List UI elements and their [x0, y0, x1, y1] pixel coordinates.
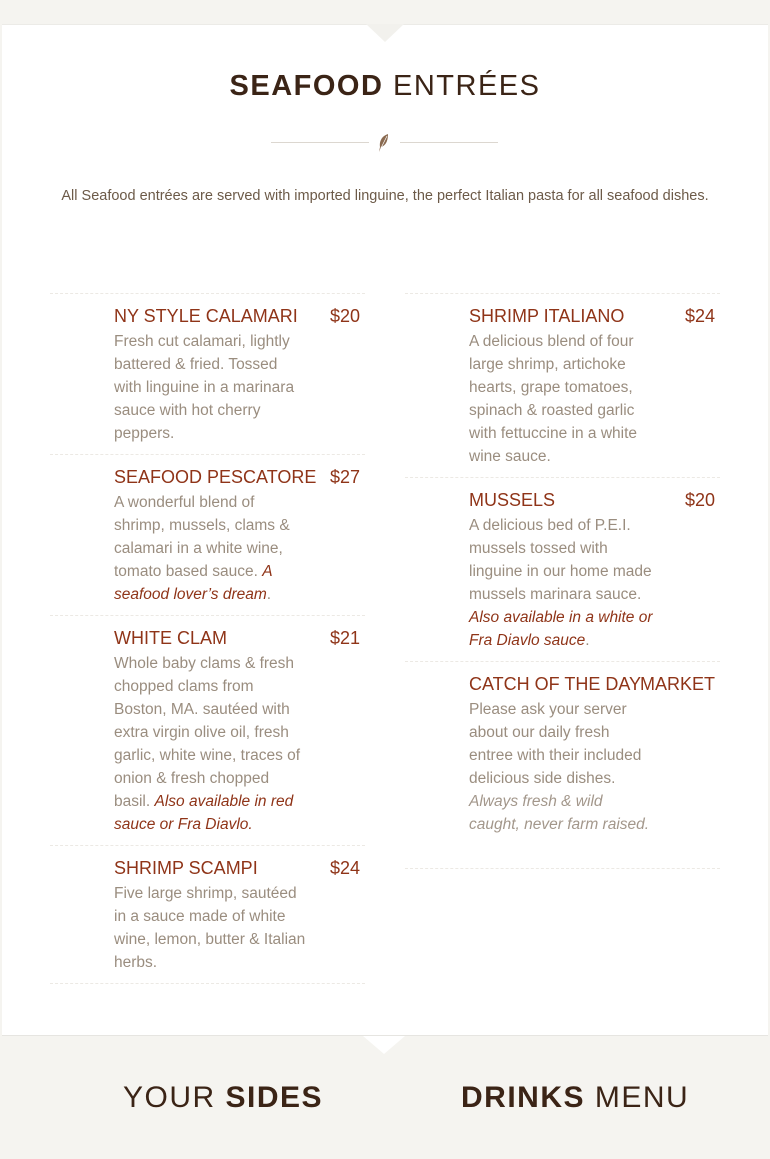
menu-item-price: $20 [684, 490, 715, 510]
menu-item-description: A wonderful blend of shrimp, mussels, clams & calamari in a white wine, tomato based sauce. A seafood lover’s dream. [114, 494, 290, 603]
menu-item [405, 293, 720, 477]
section-title-rest: ENTRÉES [383, 70, 541, 102]
menu-item-description: A delicious blend of four large shrimp, artichoke hearts, grape tomatoes, spinach & roasted garlic with fettuccine in a white wine sauce. [469, 333, 638, 465]
menu-item-note: Also available in red sauce or Fra Diavlo. [114, 793, 294, 833]
menu-item-name: WHITE CLAM [114, 628, 228, 648]
menu-item-name: NY STYLE CALAMARI [114, 306, 298, 326]
menu-item-price: $24 [329, 858, 360, 878]
menu-item-description: Five large shrimp, sautéed in a sauce made of white wine, lemon, butter & Italian herbs. [114, 885, 306, 971]
menu-item [50, 615, 365, 845]
menu-item-description: Fresh cut calamari, lightly battered & fried. Tossed with linguine in a marinara sauce with hot cherry peppers. [114, 333, 295, 442]
menu-item-note: A seafood lover’s dream [114, 563, 272, 603]
drinks-menu-link[interactable]: DRINKS MENU [461, 1081, 690, 1114]
top-notch [366, 24, 404, 42]
section-title-bold: SEAFOOD [229, 70, 384, 102]
intro-text: All Seafood entrées are served with imported linguine, the perfect Italian pasta for all seafood dishes. [61, 188, 709, 204]
menu-item-name: CATCH OF THE DAY [469, 674, 642, 694]
menu-item [50, 454, 365, 615]
feather-icon [376, 133, 392, 153]
top-strip [0, 0, 770, 24]
menu-item-price: $27 [329, 467, 360, 487]
menu-item-description: A delicious bed of P.E.I. mussels tossed with linguine in our home made mussels marinara sauce. Also available in a white or Fra Diavlo sauce. [469, 517, 653, 649]
menu-item-description: Whole baby clams & fresh chopped clams from Boston, MA. sautéed with extra virgin olive oil, fresh garlic, white wine, traces of onion & fresh chopped basil. Also available in red sauce or Fra Diavlo. [114, 655, 301, 833]
menu-item [405, 661, 720, 869]
menu-item-price: $24 [684, 306, 715, 326]
sides-link[interactable]: YOUR SIDES [123, 1081, 324, 1114]
menu-item-name: SHRIMP SCAMPI [114, 858, 258, 878]
menu-item-name: SEAFOOD PESCATORE [114, 467, 317, 487]
menu-item-name: MUSSELS [469, 490, 556, 510]
menu-item-name: SHRIMP ITALIANO [469, 306, 625, 326]
menu-item [405, 477, 720, 661]
menu-item-description: Please ask your server about our daily fresh entree with their included delicious side dishes. Always fresh & wild caught, never farm raised. [469, 701, 650, 833]
divider-line-left [271, 142, 369, 143]
menu-item-price: $21 [329, 628, 360, 648]
bottom-notch [363, 1036, 405, 1054]
menu-item-note: Always fresh & wild caught, never farm raised. [469, 793, 650, 833]
menu-item [50, 845, 365, 984]
menu-item-price: $20 [329, 306, 360, 326]
menu-item [50, 293, 365, 454]
menu-item-price: MARKET [639, 674, 715, 694]
section-title [0, 70, 770, 103]
divider-line-right [400, 142, 498, 143]
menu-item-note: Also available in a white or Fra Diavlo sauce [469, 609, 653, 649]
